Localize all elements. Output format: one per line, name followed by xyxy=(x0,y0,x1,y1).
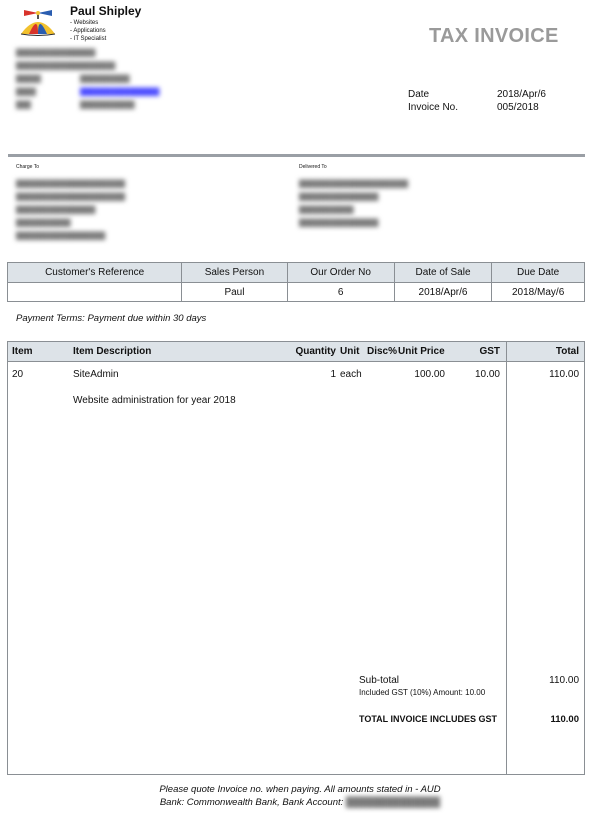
item-note: Website administration for year 2018 xyxy=(73,395,236,406)
bank-info: Bank: Commonwealth Bank, Bank Account: xyxy=(159,797,344,808)
reference-table xyxy=(7,262,585,302)
column-header-quantity: Quantity xyxy=(295,346,336,357)
column-header: Sales Person xyxy=(182,263,287,283)
footer-note: Please quote Invoice no. when paying. All amounts stated in - AUD xyxy=(159,784,441,795)
column-header-unit: Unit xyxy=(340,346,360,357)
line-items-table xyxy=(7,341,585,775)
charge-to-address: ██████████████████████ ██████████████████████ ████████████████ ███████████ ██████████████████ xyxy=(16,181,126,240)
table-cell: 2018/Apr/6 xyxy=(394,283,492,302)
service-item: - Applications xyxy=(70,28,106,34)
redacted-line: █████ ██████████ xyxy=(16,76,130,83)
footer-bank xyxy=(0,797,600,808)
column-header-disc: Disc% xyxy=(367,346,398,357)
invoice-number-value: 005/2018 xyxy=(497,102,539,113)
column-header-gst: GST xyxy=(479,346,500,357)
services-list xyxy=(70,19,106,43)
item-code: 20 xyxy=(12,369,24,380)
charge-to-label: Charge To xyxy=(16,164,39,170)
column-header-unit-price: Unit Price xyxy=(398,346,445,357)
company-name: Paul Shipley xyxy=(70,4,142,18)
column-header: Our Order No xyxy=(287,263,394,283)
table-cell: Paul xyxy=(182,283,287,302)
column-header: Customer's Reference xyxy=(8,263,182,283)
table-cell: 2018/May/6 xyxy=(492,283,585,302)
redacted-line: ████████████████████ xyxy=(16,63,116,70)
document-title: TAX INVOICE xyxy=(429,25,559,47)
header-divider xyxy=(8,154,585,157)
invoice-meta-values xyxy=(497,88,546,114)
grand-total-label: TOTAL INVOICE INCLUDES GST xyxy=(359,714,498,724)
column-header: Date of Sale xyxy=(394,263,492,283)
invoice-number-label: Invoice No. xyxy=(408,102,459,113)
redacted-account-number: ██████████████ xyxy=(345,797,441,808)
grand-total-value: 110.00 xyxy=(550,714,579,725)
delivered-to-address: ██████████████████████ ████████████████ ███████████ ████████████████ xyxy=(299,181,409,227)
column-header: Due Date xyxy=(492,263,585,283)
service-item: - Websites xyxy=(70,20,99,26)
redacted-line: ████ ████████████████ xyxy=(16,89,160,96)
item-quantity: 1 xyxy=(330,369,336,380)
date-label: Date xyxy=(408,89,430,100)
table-cell: 6 xyxy=(287,283,394,302)
subtotal-label: Sub-total xyxy=(359,675,400,686)
table-cell xyxy=(8,283,182,302)
sender-contact-block xyxy=(16,47,159,112)
item-description: SiteAdmin xyxy=(73,369,119,380)
invoice-meta-labels xyxy=(408,88,458,114)
item-gst: 10.00 xyxy=(474,369,500,380)
service-item: - IT Specialist xyxy=(70,36,107,42)
propeller-beanie-icon xyxy=(15,4,61,40)
delivered-to-label: Delivered To xyxy=(299,164,327,170)
item-total: 110.00 xyxy=(549,369,579,380)
column-header-total: Total xyxy=(555,346,579,357)
gst-included-line: Included GST (10%) Amount: 10.00 xyxy=(359,688,486,697)
item-unit: each xyxy=(340,369,362,380)
payment-terms: Payment Terms: Payment due within 30 days xyxy=(16,313,207,324)
column-header-item: Item xyxy=(12,346,33,357)
total-column-divider xyxy=(506,342,507,774)
redacted-line: ███ ███████████ xyxy=(16,102,135,109)
date-value: 2018/Apr/6 xyxy=(497,89,546,100)
item-unit-price: 100.00 xyxy=(414,369,445,380)
subtotal-value: 110.00 xyxy=(549,675,579,686)
column-header-description: Item Description xyxy=(73,346,152,357)
redacted-line: ████████████████ xyxy=(16,50,96,57)
table-row xyxy=(8,283,585,302)
